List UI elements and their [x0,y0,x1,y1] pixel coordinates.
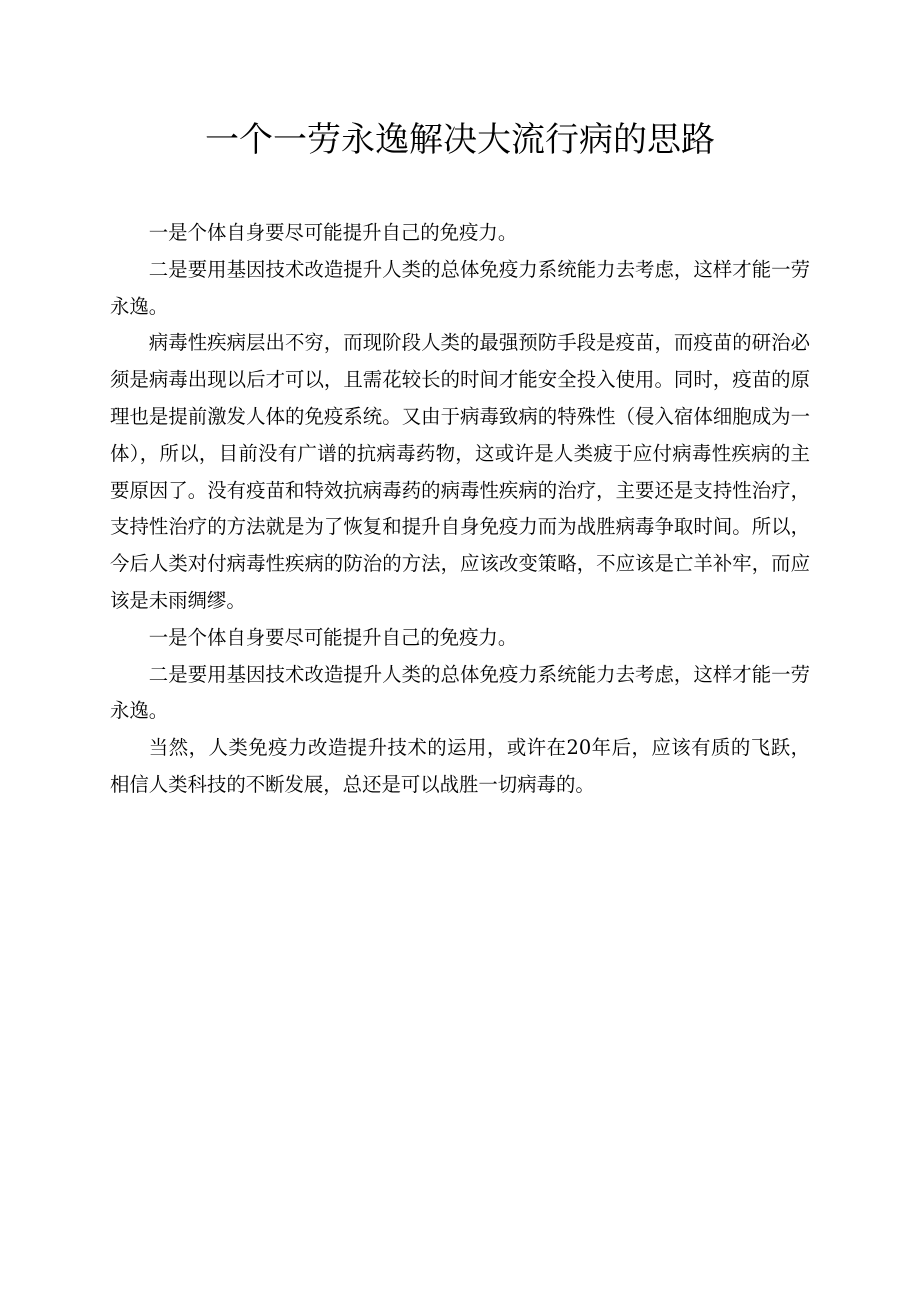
paragraph: 二是要用基因技术改造提升人类的总体免疫力系统能力去考虑，这样才能一劳永逸。 [110,662,810,723]
document-body [110,215,810,804]
document-title: 一个一劳永逸解决大流行病的思路 [205,120,715,160]
paragraph: 当然，人类免疫力改造提升技术的运用，或许在20年后，应该有质的飞跃，相信人类科技的不断发展，总还是可以战胜一切病毒的。 [110,736,810,796]
paragraph: 一是个体自身要尽可能提升自己的免疫力。 [148,625,518,649]
paragraph: 一是个体自身要尽可能提升自己的免疫力。 [148,221,518,244]
paragraph: 病毒性疾病层出不穷，而现阶段人类的最强预防手段是疫苗，而疫苗的研治必须是病毒出现以后才可以，且需花较长的时间才能安全投入使用。同时，疫苗的原理也是提前激发人体的免疫系统。又由于病毒致病的特殊性（侵入宿体细胞成为一体），所以，目前没有广谱的抗病毒药物，这或许是人类疲于应付病毒性疾病的主要原因了。没有疫苗和特效抗病毒药的病毒性疾病的治疗，主要还是支持性治疗，支持性治疗的方法就是为了恢复和提升自身免疫力而为战胜病毒争取时间。所以，今后人类对付病毒性疾病的防治的方法，应该改变策略，不应该是亡羊补牢，而应该是未雨绸缪。 [110,331,810,612]
paragraph: 二是要用基因技术改造提升人类的总体免疫力系统能力去考虑，这样才能一劳永逸。 [110,257,810,318]
